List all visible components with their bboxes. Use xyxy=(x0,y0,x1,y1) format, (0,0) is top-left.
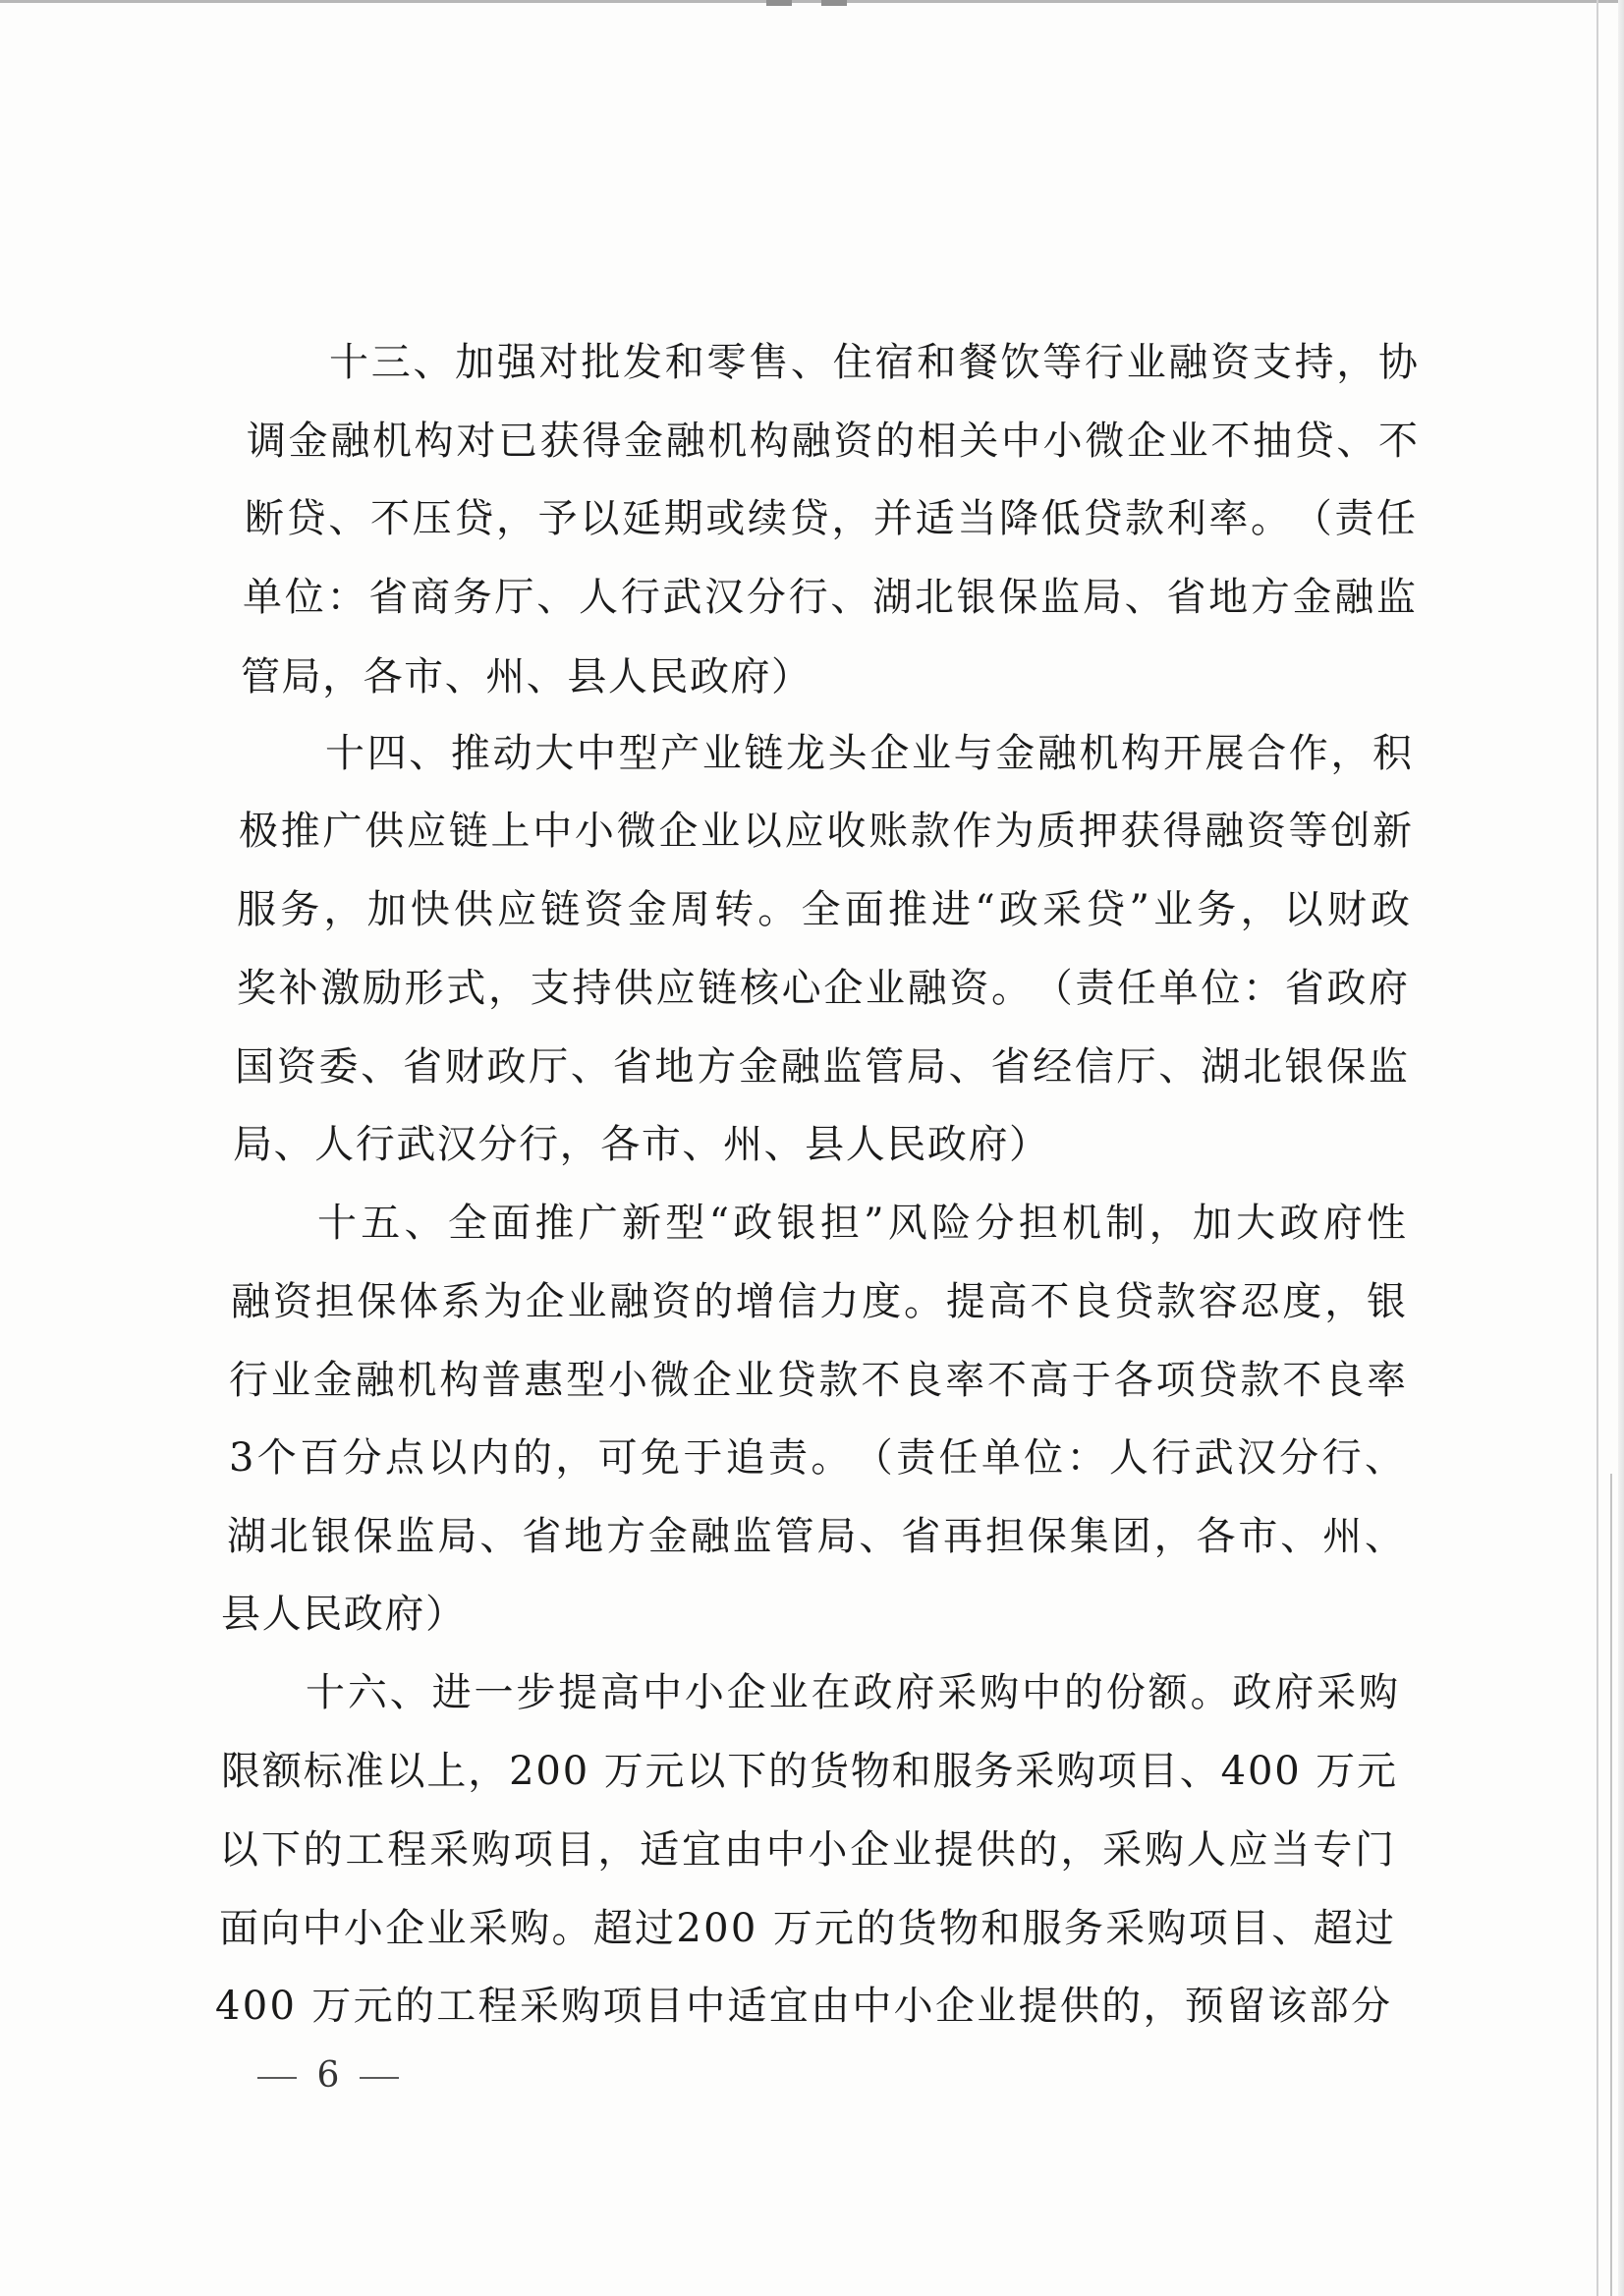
scan-mark xyxy=(821,0,847,6)
text-segment: 3个百分点 xyxy=(229,1435,428,1481)
text-segment: “政采贷” xyxy=(975,887,1154,932)
text-segment: 贷款不良率 xyxy=(1198,1358,1409,1403)
text-segment: 以下的工程 xyxy=(219,1827,430,1873)
footer-dash xyxy=(360,2077,399,2079)
text-segment: 产业链龙头企业 xyxy=(660,731,954,776)
text-segment: 超过200 万元的 xyxy=(592,1906,898,1951)
scan-edge-right xyxy=(1610,1474,1612,2296)
text-segment: 以应收账款 xyxy=(742,809,953,854)
text-segment: 货物和服务 xyxy=(897,1906,1106,1951)
text-segment: 人行武汉分行、 xyxy=(1108,1435,1408,1481)
text-segment: 县人民政府） xyxy=(805,1122,1050,1167)
text-segment: 县人民政府） xyxy=(567,654,812,700)
text-segment: 中小微企业 xyxy=(1001,419,1211,464)
text-segment: 资金周转。 xyxy=(584,887,802,932)
text-segment: 提高不良 xyxy=(945,1279,1115,1324)
text-line xyxy=(221,1748,1396,1795)
text-segment: 风险分担机制， xyxy=(887,1201,1193,1246)
text-segment: 各市、 xyxy=(600,1122,723,1167)
scan-edge-shadow xyxy=(1618,0,1624,2296)
text-segment: 国资委、 xyxy=(235,1044,403,1090)
text-segment: 提供的， xyxy=(933,1827,1103,1873)
text-segment: “政银担” xyxy=(708,1201,888,1246)
text-segment: 200 万元以下的 xyxy=(509,1749,810,1794)
text-segment: （责任单位： xyxy=(853,1435,1109,1481)
text-segment: 400 万元 xyxy=(1220,1749,1398,1794)
text-segment: 省政府 xyxy=(1284,966,1411,1011)
text-segment: 积 xyxy=(1372,731,1415,776)
text-segment: 住宿和餐饮等 xyxy=(832,340,1085,385)
text-segment: 人行武汉分行， xyxy=(314,1122,601,1167)
text-line xyxy=(237,965,1411,1012)
text-segment: 获得融资等 xyxy=(1120,809,1331,854)
text-segment: 人行武汉分行、 xyxy=(578,575,873,620)
text-segment: 限额标准以上， xyxy=(221,1749,510,1794)
text-segment: 工程采购项目 xyxy=(436,1984,687,2029)
text-segment: 省经信厅、 xyxy=(990,1044,1202,1090)
text-segment: 加大政府性 xyxy=(1192,1201,1411,1246)
text-segment: 增信力度。 xyxy=(735,1279,946,1324)
text-segment: 采购项目、 xyxy=(1015,1749,1221,1794)
text-segment: 省商务厅、 xyxy=(368,575,579,620)
text-segment: 面向中小企业 xyxy=(219,1906,469,1951)
text-line xyxy=(231,1278,1409,1325)
text-segment: 不抽贷、不 xyxy=(1210,419,1421,464)
text-segment: 采购项目， xyxy=(429,1827,641,1873)
text-segment: 贷款容忍度， xyxy=(1114,1279,1368,1324)
text-segment: 十四、 xyxy=(325,731,451,776)
text-segment: 州、 xyxy=(1322,1514,1407,1559)
text-segment: 协 xyxy=(1378,340,1421,385)
text-segment: 政府采购 xyxy=(1232,1670,1401,1715)
text-segment: 全面推广新型 xyxy=(447,1201,709,1246)
text-line xyxy=(237,886,1415,933)
text-segment: 服务， xyxy=(237,887,367,932)
text-segment: 以内的， xyxy=(427,1435,598,1481)
text-segment: 进一步提高 xyxy=(431,1670,644,1715)
text-segment: 机构融资的相关 xyxy=(707,419,1002,464)
text-segment: 以财政 xyxy=(1283,887,1415,932)
text-segment: 并适当降低 xyxy=(873,496,1084,541)
text-segment: 单位： xyxy=(243,575,369,620)
text-segment: 行业融资支持， xyxy=(1084,340,1379,385)
text-segment: 核心企业融资。 xyxy=(740,966,1034,1011)
text-segment: 全面推进 xyxy=(801,887,976,932)
text-segment: 省地方金融监 xyxy=(1166,575,1419,620)
text-line xyxy=(221,1591,465,1638)
text-segment: 县人民政府） xyxy=(221,1592,467,1637)
text-segment: 湖北银保监局、 xyxy=(872,575,1167,620)
text-segment: 中适宜由中小企业 xyxy=(686,1984,1019,2029)
text-segment: 加快供应链 xyxy=(366,887,585,932)
text-segment: 融资担保体系 xyxy=(231,1279,483,1324)
text-segment: 普惠型小微企业 xyxy=(481,1358,777,1403)
text-segment: 极推广供应链 xyxy=(239,809,491,854)
text-line xyxy=(239,808,1415,855)
text-segment: 采购项目、 xyxy=(1105,1906,1314,1951)
text-segment: 开展合作， xyxy=(1162,731,1373,776)
text-segment: 采购人应当 xyxy=(1102,1827,1314,1873)
text-segment: 奖补激励形式， xyxy=(237,966,531,1011)
text-segment: 予以延期或续贷， xyxy=(537,496,874,541)
text-segment: 预留该部分 xyxy=(1184,1984,1393,2029)
text-segment: 湖北银保监局、 xyxy=(227,1514,523,1559)
text-segment: 份额。 xyxy=(1105,1670,1233,1715)
text-segment: 可免于追责。 xyxy=(597,1435,854,1481)
text-line xyxy=(219,1826,1397,1874)
text-segment: 银 xyxy=(1367,1279,1409,1324)
text-segment: 加强对批发和零售、 xyxy=(455,340,833,385)
text-segment: 400 万元的 xyxy=(215,1984,437,2029)
text-segment: 对已获得金融 xyxy=(456,419,708,464)
text-segment: 十六、 xyxy=(306,1670,432,1715)
text-segment: 调金融机构 xyxy=(247,419,457,464)
text-line xyxy=(229,1434,1408,1482)
text-line xyxy=(317,1200,1411,1247)
scan-edge-right xyxy=(1596,0,1598,2296)
text-line xyxy=(219,1905,1397,1952)
text-line xyxy=(229,1357,1409,1404)
text-segment: 政府采购中的 xyxy=(853,1670,1106,1715)
text-segment: 管局， xyxy=(241,654,364,700)
text-line xyxy=(306,1669,1401,1716)
text-segment: 与金融机构 xyxy=(953,731,1163,776)
text-segment: 业务， xyxy=(1153,887,1284,932)
text-segment: 专门 xyxy=(1313,1827,1397,1873)
text-line xyxy=(243,574,1419,621)
text-segment: 超过 xyxy=(1313,1906,1397,1951)
text-segment: （责任单位： xyxy=(1033,966,1285,1011)
text-segment: 创新 xyxy=(1330,809,1415,854)
text-line xyxy=(325,730,1415,777)
text-segment: 为企业融资的 xyxy=(482,1279,736,1324)
text-line xyxy=(235,1043,1411,1091)
text-segment: 省财政厅、 xyxy=(402,1044,613,1090)
text-segment: 湖北银保监 xyxy=(1201,1044,1411,1090)
text-segment: 断贷、不压贷， xyxy=(245,496,538,541)
footer-dash xyxy=(257,2077,297,2079)
text-segment: 推动大中型 xyxy=(450,731,661,776)
text-segment: 采购。 xyxy=(468,1906,593,1951)
page-number: 6 xyxy=(316,2055,340,2096)
text-segment: 省地方金融监管局、 xyxy=(522,1514,902,1559)
text-segment: 提供的， xyxy=(1018,1984,1185,2029)
text-line xyxy=(241,653,811,700)
text-segment: 行业金融机构 xyxy=(229,1358,482,1403)
text-line xyxy=(227,1513,1407,1560)
text-line xyxy=(329,339,1421,386)
text-segment: 上中小微企业 xyxy=(490,809,743,854)
text-segment: 中小企业在 xyxy=(643,1670,854,1715)
text-segment: 州、 xyxy=(722,1122,806,1167)
text-line xyxy=(233,1121,1048,1168)
scan-mark xyxy=(766,0,792,6)
text-segment: 作为质押 xyxy=(952,809,1121,854)
text-segment: 各市、 xyxy=(1196,1514,1323,1559)
text-segment: 十五、 xyxy=(317,1201,448,1246)
text-line xyxy=(215,1983,1393,2030)
text-line xyxy=(245,495,1419,542)
text-segment: 省再担保集团， xyxy=(901,1514,1197,1559)
text-segment: 省地方金融监管局、 xyxy=(612,1044,991,1090)
text-segment: 十三、 xyxy=(329,340,456,385)
scan-edge-top xyxy=(0,0,1624,3)
text-segment: 各市、州、 xyxy=(363,654,568,700)
text-line xyxy=(247,418,1421,465)
text-segment: 局、 xyxy=(233,1122,315,1167)
text-segment: 货物和服务 xyxy=(809,1749,1016,1794)
text-segment: 适宜由中小企业 xyxy=(640,1827,934,1873)
text-segment: 贷款不良率 xyxy=(776,1358,988,1403)
text-segment: 贷款利率。 xyxy=(1083,496,1293,541)
page-footer xyxy=(257,2056,395,2096)
text-segment: 不高于各项 xyxy=(987,1358,1199,1403)
text-segment: （责任 xyxy=(1292,496,1419,541)
text-segment: 支持供应链 xyxy=(530,966,741,1011)
